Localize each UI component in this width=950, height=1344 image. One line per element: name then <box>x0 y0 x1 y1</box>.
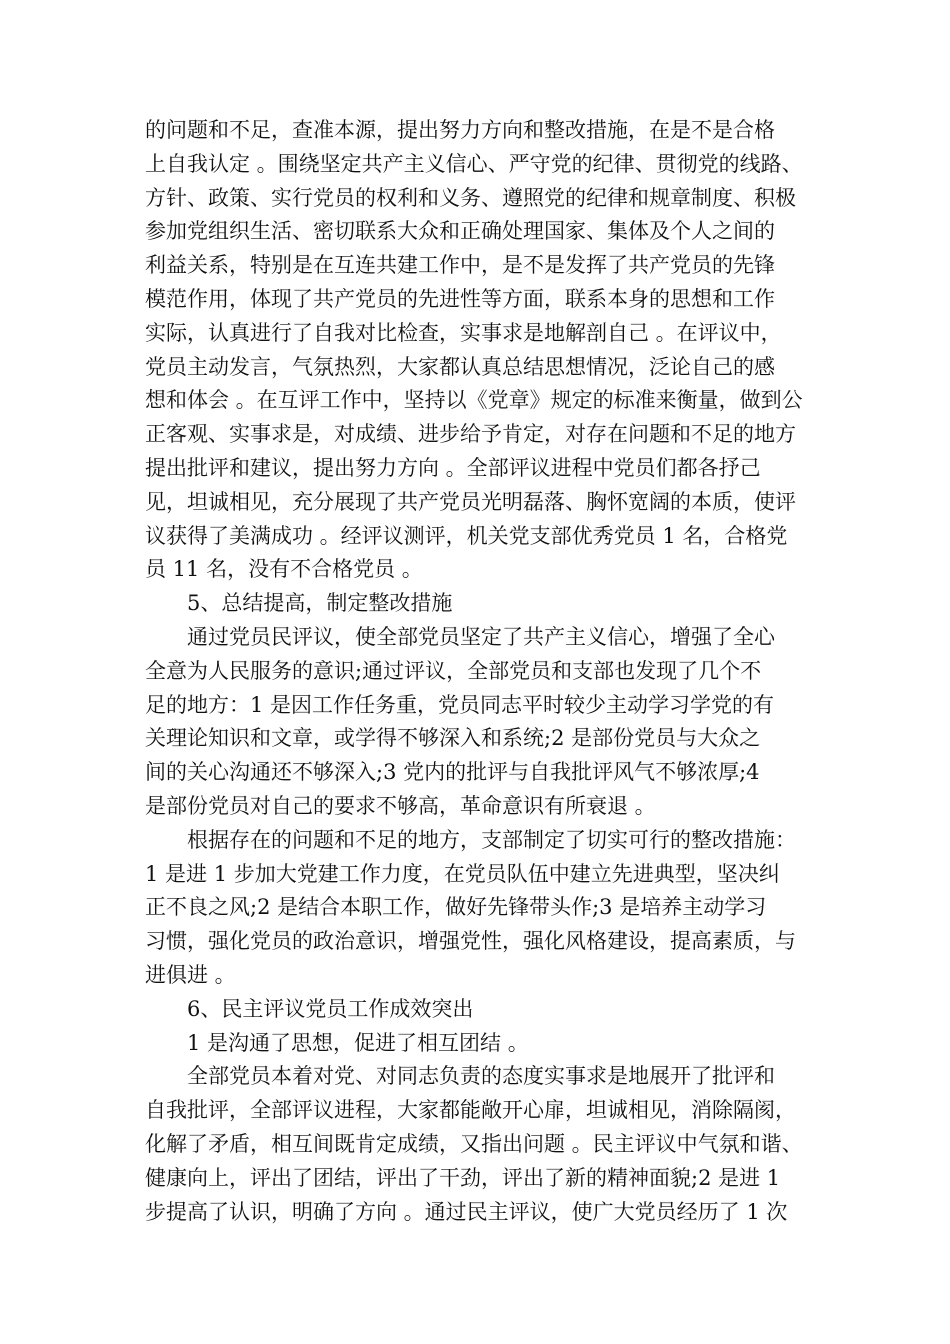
text-line: 想和体会 。在互评工作中，坚持以《党章》规定的标准来衡量，做到公 <box>145 388 803 413</box>
text-line: 提出批评和建议，提出努力方向 。全部评议进程中党员们都各抒己 <box>145 455 761 480</box>
text-line: 自我批评，全部评议进程，大家都能敞开心扉，坦诚相见，消除隔阂， <box>145 1098 796 1123</box>
text-line: 通过党员民评议，使全部党员坚定了共产主义信心，增强了全心 <box>187 624 775 649</box>
text-line: 根据存在的问题和不足的地方，支部制定了切实可行的整改措施： <box>187 827 796 852</box>
text-line: 正客观、实事求是，对成绩、进步给予肯定，对存在问题和不足的地方 <box>145 422 796 447</box>
text-line: 全部党员本着对党、对同志负责的态度实事求是地展开了批评和 <box>187 1064 775 1089</box>
text-line: 足的地方：1 是因工作任务重，党员同志平时较少主动学习学党的有 <box>145 692 775 717</box>
text-line: 议获得了美满成功 。经评议测评，机关党支部优秀党员 1 名，合格党 <box>145 523 788 548</box>
text-line: 6、民主评议党员工作成效突出 <box>187 996 474 1021</box>
text-line: 正不良之风;2 是结合本职工作，做好先锋带头作;3 是培养主动学习 <box>145 895 767 920</box>
text-line: 关理论知识和文章，或学得不够深入和系统;2 是部份党员与大众之 <box>145 726 761 751</box>
text-line: 5、总结提高，制定整改措施 <box>187 591 453 616</box>
text-line: 是部份党员对自己的要求不够高，革命意识有所衰退 。 <box>145 793 656 818</box>
text-line: 模范作用，体现了共产党员的先进性等方面，联系本身的思想和工作 <box>145 286 775 311</box>
text-line: 员 11 名，没有不合格党员 。 <box>145 557 423 582</box>
text-line: 上自我认定 。围绕坚定共产主义信心、严守党的纪律、贯彻党的线路、 <box>145 151 803 176</box>
text-line: 1 是沟通了思想，促进了相互团结 。 <box>187 1030 529 1055</box>
text-line: 党员主动发言，气氛热烈，大家都认真总结思想情况，泛论自己的感 <box>145 354 775 379</box>
text-line: 1 是进 1 步加大党建工作力度，在党员队伍中建立先进典型，坚决纠 <box>145 861 780 886</box>
text-line: 方针、政策、实行党员的权利和义务、遵照党的纪律和规章制度、积极 <box>145 185 796 210</box>
text-line: 参加党组织生活、密切联系大众和正确处理国家、集体及个人之间的 <box>145 219 775 244</box>
text-line: 化解了矛盾，相互间既肯定成绩，又指出问题 。民主评议中气氛和谐、 <box>145 1131 803 1156</box>
text-line: 习惯，强化党员的政治意识，增强党性，强化风格建设，提高素质，与 <box>145 929 796 954</box>
text-line: 利益关系，特别是在互连共建工作中，是不是发挥了共产党员的先锋 <box>145 253 775 278</box>
text-line: 的问题和不足，查准本源，提出努力方向和整改措施，在是不是合格 <box>145 118 775 142</box>
text-line: 实际，认真进行了自我对比检查，实事求是地解剖自己 。在评议中， <box>145 320 782 345</box>
text-line: 健康向上，评出了团结，评出了干劲，评出了新的精神面貌;2 是进 1 <box>145 1165 781 1190</box>
text-line: 进俱进 。 <box>145 962 236 987</box>
text-line: 步提高了认识，明确了方向 。通过民主评议，使广大党员经历了 1 次 <box>145 1199 788 1224</box>
text-line: 全意为人民服务的意识;通过评议，全部党员和支部也发现了几个不 <box>145 658 762 683</box>
document-body <box>145 114 815 1229</box>
text-line: 见，坦诚相见，充分展现了共产党员光明磊落、胸怀宽阔的本质，使评 <box>145 489 796 514</box>
text-line: 间的关心沟通还不够深入;3 党内的批评与自我批评风气不够浓厚;4 <box>145 760 760 785</box>
